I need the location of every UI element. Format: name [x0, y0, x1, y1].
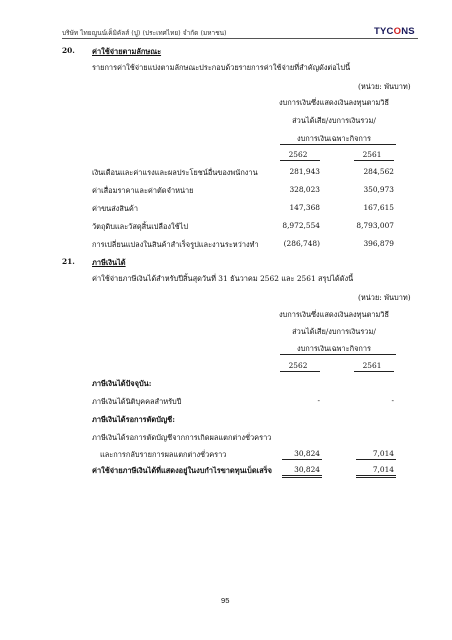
- expense-row-2561: 350,973: [363, 185, 394, 194]
- expense-row-label: การเปลี่ยนแปลงในสินค้าสำเร็จรูปและงานระหว่างทำ: [92, 240, 259, 249]
- total-tax-label: ค่าใช้จ่ายภาษีเงินได้ที่แสดงอยู่ในงบกำไรขาดทุนเบ็ดเสร็จ: [92, 466, 273, 475]
- total-tax-2561-rule-2: [356, 477, 396, 478]
- expense-row-2561: 167,615: [363, 203, 394, 212]
- deferred-tax-heading: ภาษีเงินได้รอการตัดบัญชี:: [92, 415, 175, 424]
- section-21-unit: (หน่วย: พันบาท): [358, 293, 411, 302]
- current-tax-heading: ภาษีเงินได้ปัจจุบัน:: [92, 379, 152, 388]
- deferred-tax-line-1: ภาษีเงินได้รอการตัดบัญชีจากการเกิดผลแตกต่างชั่วคราว: [92, 433, 272, 442]
- total-tax-2561-rule-1: [356, 475, 396, 476]
- section-21-year-2-rule: [354, 371, 394, 372]
- deferred-tax-2561: 7,014: [372, 449, 394, 458]
- company-name: บริษัท ไทยญูนน์เค็มิคัลส์ (ปู) (ประเทศไทย) จำกัด (มหาชน): [62, 29, 227, 37]
- deferred-tax-2562: 30,824: [294, 449, 320, 458]
- section-21-colhead-3: งบการเงินเฉพาะกิจการ: [296, 344, 372, 353]
- total-tax-2561: 7,014: [372, 465, 394, 474]
- company-logo: TYCONS: [374, 26, 415, 37]
- section-20-colhead-2: ส่วนได้เสีย/งบการเงินรวม/: [292, 116, 376, 125]
- expense-row-2562: 328,023: [289, 185, 320, 194]
- section-21-colhead-1: งบการเงินซึ่งแสดงเงินลงทุนตามวิธี: [278, 310, 390, 319]
- section-20-colhead-rule: [280, 144, 396, 145]
- expense-row-2562: 281,943: [289, 167, 320, 176]
- current-tax-2561: -: [391, 396, 394, 405]
- expense-row-2561: 8,793,007: [356, 221, 394, 230]
- total-tax-2562-rule-1: [282, 475, 322, 476]
- current-tax-label: ภาษีเงินได้นิติบุคคลสำหรับปี: [92, 397, 182, 406]
- total-tax-2562-rule-2: [282, 477, 322, 478]
- section-20-colhead-1: งบการเงินซึ่งแสดงเงินลงทุนตามวิธี: [278, 98, 390, 107]
- expense-row-label: ค่าเสื่อมราคาและค่าตัดจำหน่าย: [92, 186, 194, 195]
- section-21-colhead-rule: [280, 354, 396, 355]
- section-20-year-2: 2561: [362, 150, 382, 159]
- section-21-colhead-2: ส่วนได้เสีย/งบการเงินรวม/: [292, 327, 376, 336]
- section-21-number: 21.: [62, 257, 75, 266]
- expense-row-label: ค่าขนส่งสินค้า: [92, 204, 138, 213]
- section-20-year-1: 2562: [288, 150, 308, 159]
- section-20-year-1-rule: [280, 160, 320, 161]
- expense-row-2561: 284,562: [363, 167, 394, 176]
- header-divider: [62, 38, 418, 39]
- total-tax-2562: 30,824: [294, 465, 320, 474]
- section-20-unit: (หน่วย: พันบาท): [358, 82, 411, 91]
- expense-row-label: วัตถุดิบและวัสดุสิ้นเปลืองใช้ไป: [92, 222, 189, 231]
- section-21-intro: ค่าใช้จ่ายภาษีเงินได้สำหรับปีสิ้นสุดวันที่ 31 ธันวาคม 2562 และ 2561 สรุปได้ดังนี้: [92, 274, 354, 283]
- section-21-year-2: 2561: [362, 361, 382, 370]
- current-tax-2562: -: [317, 396, 320, 405]
- section-20-title: ค่าใช้จ่ายตามลักษณะ: [92, 47, 162, 56]
- section-20-colhead-3: งบการเงินเฉพาะกิจการ: [296, 134, 372, 143]
- section-20-year-2-rule: [354, 160, 394, 161]
- deferred-tax-2562-rule: [282, 459, 322, 460]
- page-number: 95: [221, 596, 230, 605]
- expense-row-2561: 396,879: [363, 239, 394, 248]
- expense-row-2562: (286,748): [283, 239, 320, 248]
- section-21-year-1-rule: [280, 371, 320, 372]
- section-21-year-1: 2562: [288, 361, 308, 370]
- section-21-title: ภาษีเงินได้: [92, 258, 126, 267]
- section-20-intro: รายการค่าใช้จ่ายแบ่งตามลักษณะประกอบด้วยรายการค่าใช้จ่ายที่สำคัญดังต่อไปนี้: [92, 63, 351, 72]
- expense-row-label: เงินเดือนและค่าแรงและผลประโยชน์อื่นของพนักงาน: [92, 168, 258, 177]
- expense-row-2562: 8,972,554: [282, 221, 320, 230]
- expense-row-2562: 147,368: [289, 203, 320, 212]
- section-20-number: 20.: [62, 46, 75, 55]
- deferred-tax-2561-rule: [356, 459, 396, 460]
- deferred-tax-label: และการกลับรายการผลแตกต่างชั่วคราว: [100, 450, 227, 459]
